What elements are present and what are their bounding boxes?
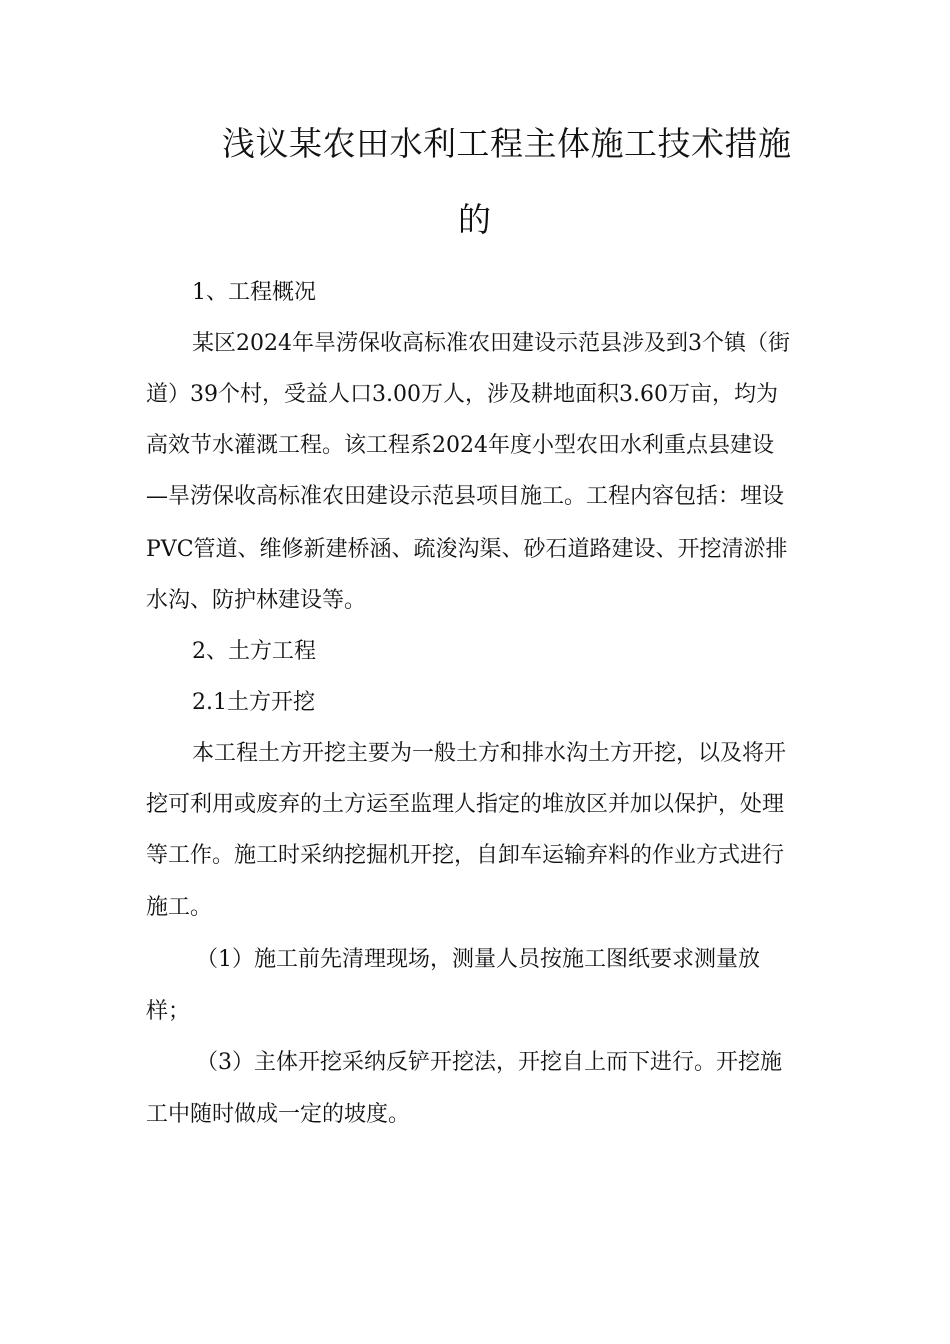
subsection-heading-excavation: 2.1土方开挖 bbox=[192, 690, 315, 715]
list-item-3: （3）主体开挖采纳反铲开挖法，开挖自上而下进行。开挖施 bbox=[196, 1050, 782, 1075]
paragraph-line: —旱涝保收高标准农田建设示范县项目施工。工程内容包括：埋设 bbox=[146, 484, 785, 509]
section-heading-overview: 1、工程概况 bbox=[192, 280, 316, 305]
paragraph-line: PVC管道、维修新建桥涵、疏浚沟渠、砂石道路建设、开挖清淤排 bbox=[146, 537, 788, 562]
document-title-continuation: 的 bbox=[458, 200, 491, 239]
list-item-3-continuation: 工中随时做成一定的坡度。 bbox=[146, 1102, 411, 1127]
paragraph-line: 高效节水灌溉工程。该工程系2024年度小型农田水利重点县建设 bbox=[146, 433, 774, 458]
list-item-1: （1）施工前先清理现场，测量人员按施工图纸要求测量放 bbox=[196, 947, 760, 972]
paragraph-line: 水沟、防护林建设等。 bbox=[146, 588, 367, 613]
paragraph-line: 本工程土方开挖主要为一般土方和排水沟土方开挖，以及将开 bbox=[192, 741, 787, 766]
paragraph-line: 某区2024年旱涝保收高标准农田建设示范县涉及到3个镇（街 bbox=[192, 331, 790, 356]
paragraph-line: 道）39个村，受益人口3.00万人，涉及耕地面积3.60万亩，均为 bbox=[146, 382, 778, 407]
list-item-1-continuation: 样； bbox=[146, 999, 191, 1024]
paragraph-line: 挖可利用或废弃的土方运至监理人指定的堆放区并加以保护，处理 bbox=[146, 792, 785, 817]
paragraph-line: 等工作。施工时采纳挖掘机开挖，自卸车运输弃料的作业方式进行 bbox=[146, 843, 785, 868]
paragraph-line: 施工。 bbox=[146, 895, 213, 920]
document-title: 浅议某农田水利工程主体施工技术措施 bbox=[222, 124, 792, 163]
section-heading-earthwork: 2、土方工程 bbox=[192, 639, 316, 664]
